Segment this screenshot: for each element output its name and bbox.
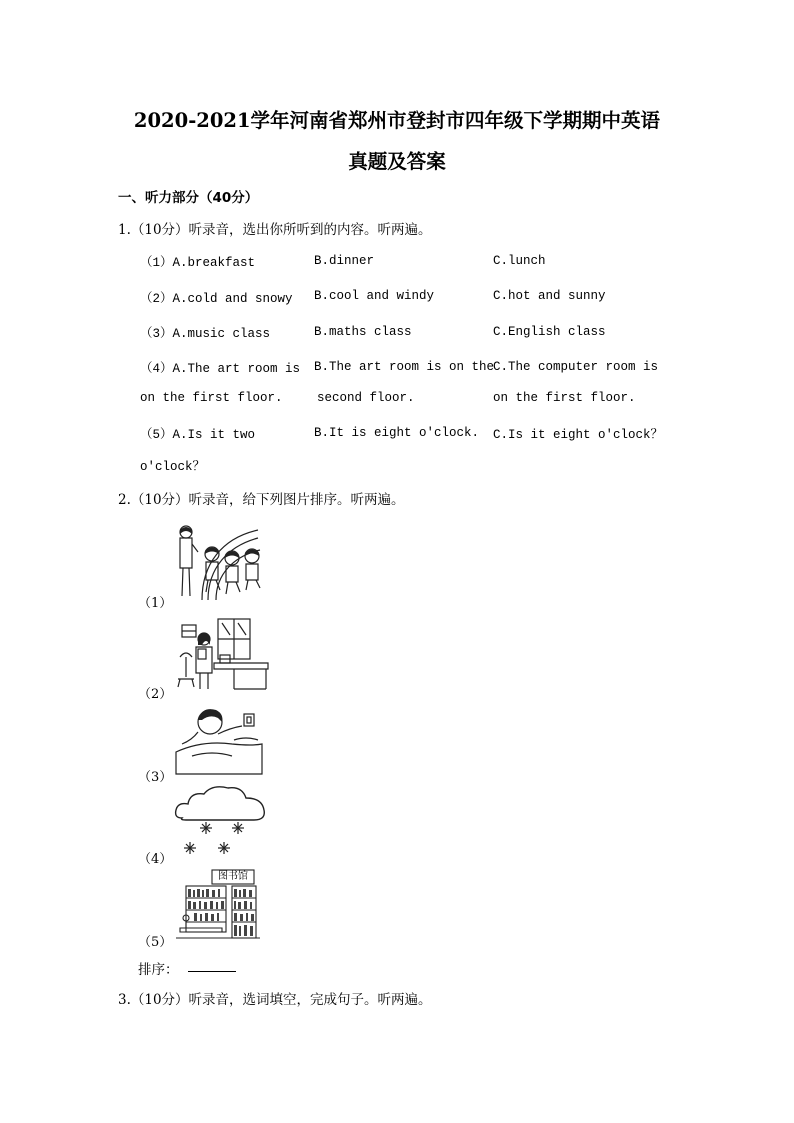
page-title-line2: 真题及答案 [348, 150, 446, 173]
q1-item1-option-a: （1）A.breakfast [140, 256, 256, 270]
section-heading: 一、听力部分（40分） [118, 190, 259, 206]
q1-item3-option-a: （3）A.music class [140, 327, 271, 341]
q1-item1-option-b: B.dinner [314, 254, 375, 268]
library-picture [172, 866, 262, 942]
picture-2-label: （2） [138, 687, 173, 702]
teacher-and-children-picture [172, 524, 262, 602]
q1-item1-option-c: C.lunch [493, 254, 546, 268]
picture-5-label: （5） [138, 935, 173, 950]
office-room-picture [172, 615, 270, 693]
q1-item4-option-b-line1: B.The art room is on the [314, 360, 495, 374]
q1-item3-option-b: B.maths class [314, 325, 412, 339]
picture-4-label: （4） [138, 852, 173, 867]
q1-item2-option-c: C.hot and sunny [493, 289, 606, 303]
q1-item5-option-a-line1: （5）A.Is it two [140, 428, 256, 442]
q1-item4-option-c-line1: C.The computer room is [493, 360, 659, 374]
question-3-stem: 3.（10分）听录音，选词填空，完成句子。听两遍。 [118, 992, 432, 1008]
q1-item2-option-a: （2）A.cold and snowy [140, 292, 293, 306]
question-2-stem: 2.（10分）听录音，给下列图片排序。听两遍。 [118, 492, 405, 508]
child-in-bed-picture [172, 700, 264, 776]
picture-3-label: （3） [138, 770, 173, 785]
page-title-line1: 2020-2021学年河南省郑州市登封市四年级下学期期中英语 [133, 109, 661, 132]
picture-1-label: （1） [138, 596, 173, 611]
q1-item4-option-b-line2: second floor. [317, 391, 415, 405]
snow-cloud-icon [172, 784, 268, 860]
order-label: 排序： [138, 962, 179, 978]
library-sign: 图书馆 [218, 871, 248, 882]
q1-item5-option-b: B.It is eight o'clock. [314, 426, 480, 440]
q1-item3-option-c: C.English class [493, 325, 606, 339]
q1-item4-option-c-line2: on the first floor. [493, 391, 636, 405]
q1-item5-option-a-line2: o'clock？ [140, 460, 206, 474]
q1-item4-option-a-line2: on the first floor. [140, 391, 283, 405]
q1-item2-option-b: B.cool and windy [314, 289, 435, 303]
question-1-stem: 1.（10分）听录音，选出你所听到的内容。听两遍。 [118, 222, 432, 238]
order-answer-blank[interactable] [188, 971, 236, 972]
q1-item5-option-c: C.Is it eight o'clock？ [493, 428, 664, 442]
q1-item4-option-a-line1: （4）A.The art room is [140, 362, 301, 376]
